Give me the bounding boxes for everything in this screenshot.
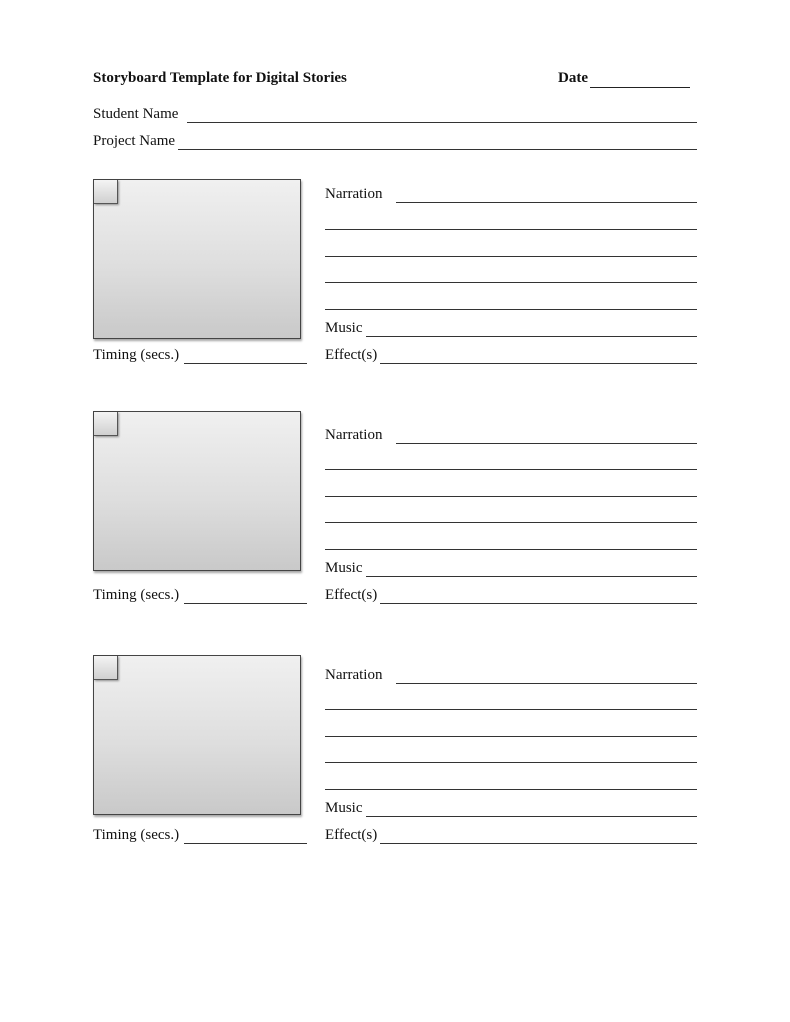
narration-line[interactable] xyxy=(325,762,697,763)
scene-image-frame[interactable] xyxy=(93,179,301,339)
effects-label: Effect(s) xyxy=(325,827,378,843)
page-title: Storyboard Template for Digital Stories xyxy=(93,70,347,86)
scene-image-frame[interactable] xyxy=(93,411,301,571)
narration-line[interactable] xyxy=(325,549,697,550)
narration-line[interactable] xyxy=(325,496,697,497)
narration-line[interactable] xyxy=(325,309,697,310)
narration-line[interactable] xyxy=(325,229,697,230)
narration-label: Narration xyxy=(325,667,383,683)
music-label: Music xyxy=(325,560,363,576)
timing-field[interactable] xyxy=(184,843,307,844)
effects-label: Effect(s) xyxy=(325,587,378,603)
storyboard-panel xyxy=(0,655,790,855)
narration-line[interactable] xyxy=(396,443,697,444)
music-label: Music xyxy=(325,320,363,336)
frame-corner-icon xyxy=(94,656,118,680)
scene-image-frame[interactable] xyxy=(93,655,301,815)
music-field[interactable] xyxy=(366,816,697,817)
effects-field[interactable] xyxy=(380,603,697,604)
narration-line[interactable] xyxy=(325,469,697,470)
date-field[interactable] xyxy=(590,87,690,88)
timing-field[interactable] xyxy=(184,603,307,604)
narration-line[interactable] xyxy=(396,202,697,203)
project-name-field[interactable] xyxy=(178,149,697,150)
frame-corner-icon xyxy=(94,412,118,436)
narration-label: Narration xyxy=(325,186,383,202)
timing-label: Timing (secs.) xyxy=(93,827,180,843)
student-name-label: Student Name xyxy=(93,106,179,122)
effects-field[interactable] xyxy=(380,363,697,364)
narration-line[interactable] xyxy=(325,789,697,790)
music-label: Music xyxy=(325,800,363,816)
narration-line[interactable] xyxy=(325,282,697,283)
narration-label: Narration xyxy=(325,427,383,443)
effects-field[interactable] xyxy=(380,843,697,844)
narration-line[interactable] xyxy=(325,736,697,737)
timing-label: Timing (secs.) xyxy=(93,347,180,363)
date-label: Date xyxy=(558,70,588,86)
narration-line[interactable] xyxy=(396,683,697,684)
narration-line[interactable] xyxy=(325,256,697,257)
narration-line[interactable] xyxy=(325,709,697,710)
effects-label: Effect(s) xyxy=(325,347,378,363)
storyboard-panel xyxy=(0,411,790,611)
timing-field[interactable] xyxy=(184,363,307,364)
narration-line[interactable] xyxy=(325,522,697,523)
frame-corner-icon xyxy=(94,180,118,204)
music-field[interactable] xyxy=(366,576,697,577)
music-field[interactable] xyxy=(366,336,697,337)
student-name-field[interactable] xyxy=(187,122,697,123)
project-name-label: Project Name xyxy=(93,133,176,149)
storyboard-panel xyxy=(0,179,790,379)
timing-label: Timing (secs.) xyxy=(93,587,180,603)
